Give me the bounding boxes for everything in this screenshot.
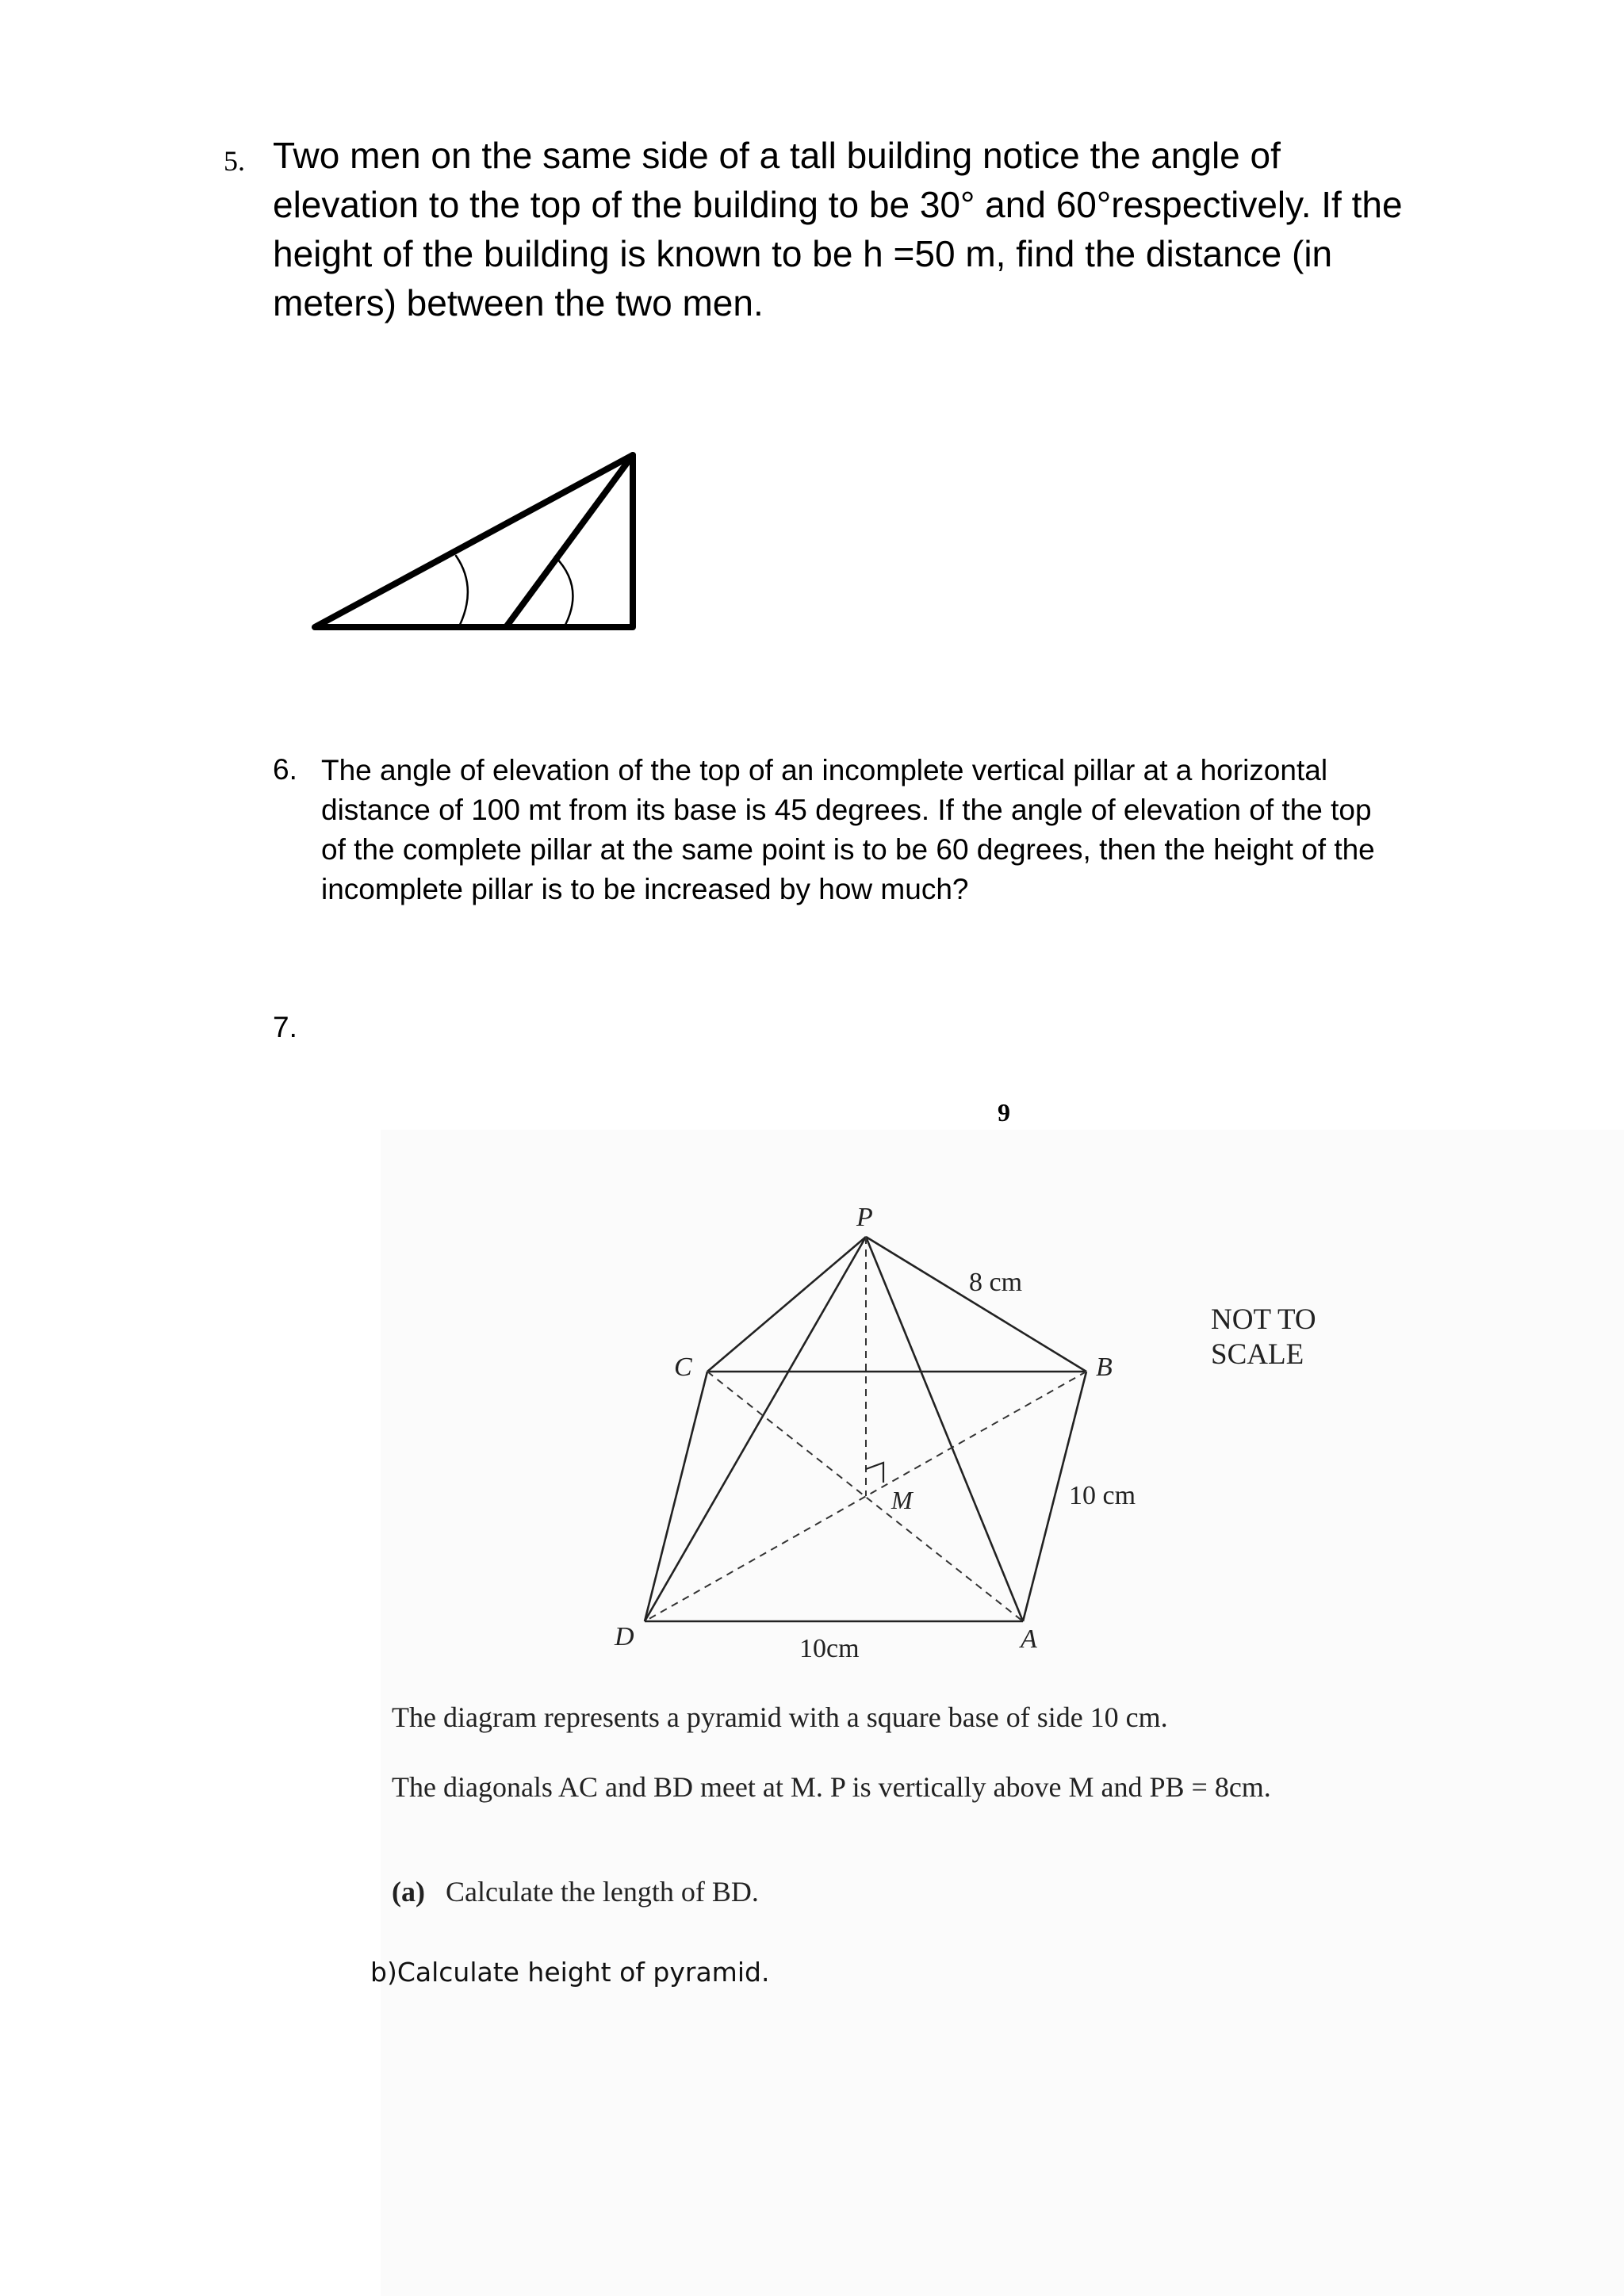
label-c: C — [674, 1353, 692, 1382]
label-a: A — [1021, 1624, 1037, 1654]
question-6-text — [321, 751, 1447, 909]
part-a-text: Calculate the length of BD. — [445, 1876, 759, 1908]
label-p: P — [856, 1203, 873, 1232]
edge-pd — [645, 1237, 866, 1621]
question-6-line-3: of the complete pillar at the same point is to be 60 degrees, then the height of the — [321, 833, 1375, 866]
question-5-text — [273, 131, 1510, 327]
caption-line-1: The diagram represents a pyramid with a square base of side 10 cm. — [392, 1701, 1168, 1733]
right-angle-marker — [866, 1463, 883, 1483]
question-5-number: 5. — [224, 145, 245, 177]
not-to-scale-note — [1211, 1303, 1316, 1372]
label-m: M — [891, 1486, 913, 1514]
pyramid-diagram — [555, 1181, 1221, 1689]
elevation-triangle-diagram — [301, 444, 650, 642]
label-d: D — [615, 1622, 634, 1651]
note-line-2: SCALE — [1211, 1338, 1304, 1371]
question-7-number: 7. — [273, 1011, 297, 1043]
question-5-line-1: Two men on the same side of a tall building notice the angle of — [273, 135, 1281, 176]
label-b: B — [1096, 1353, 1113, 1382]
page-number: 9 — [998, 1098, 1010, 1127]
caption-line-2: The diagonals AC and BD meet at M. P is vertically above M and PB = 8cm. — [392, 1771, 1271, 1803]
edge-pc — [707, 1237, 866, 1372]
question-5-line-2: elevation to the top of the building to be 30° and 60°respectively. If the — [273, 184, 1403, 225]
label-da-length: 10cm — [799, 1634, 860, 1663]
inner-sightline — [506, 455, 633, 627]
part-a-label: (a) — [392, 1876, 425, 1908]
question-6-number: 6. — [273, 753, 297, 786]
angle-arc-30 — [456, 556, 468, 625]
label-ab-length: 10 cm — [1069, 1481, 1136, 1510]
edge-pb — [866, 1237, 1086, 1372]
part-b: b)Calculate height of pyramid. — [370, 1957, 770, 1988]
edge-cd — [645, 1372, 707, 1621]
part-a — [392, 1875, 759, 1908]
note-line-1: NOT TO — [1211, 1303, 1316, 1336]
question-5-line-3: height of the building is known to be h =50 m, find the distance (in — [273, 233, 1333, 274]
label-pb-length: 8 cm — [969, 1268, 1023, 1297]
triangle-outline — [315, 455, 633, 627]
question-6-line-4: incomplete pillar is to be increased by how much? — [321, 873, 969, 905]
diagonal-bd — [645, 1372, 1086, 1621]
question-6-line-2: distance of 100 mt from its base is 45 degrees. If the angle of elevation of the top — [321, 794, 1372, 826]
angle-arc-60 — [555, 557, 573, 625]
question-5-line-4: meters) between the two men. — [273, 282, 764, 323]
question-6-line-1: The angle of elevation of the top of an incomplete vertical pillar at a horizontal — [321, 754, 1328, 786]
